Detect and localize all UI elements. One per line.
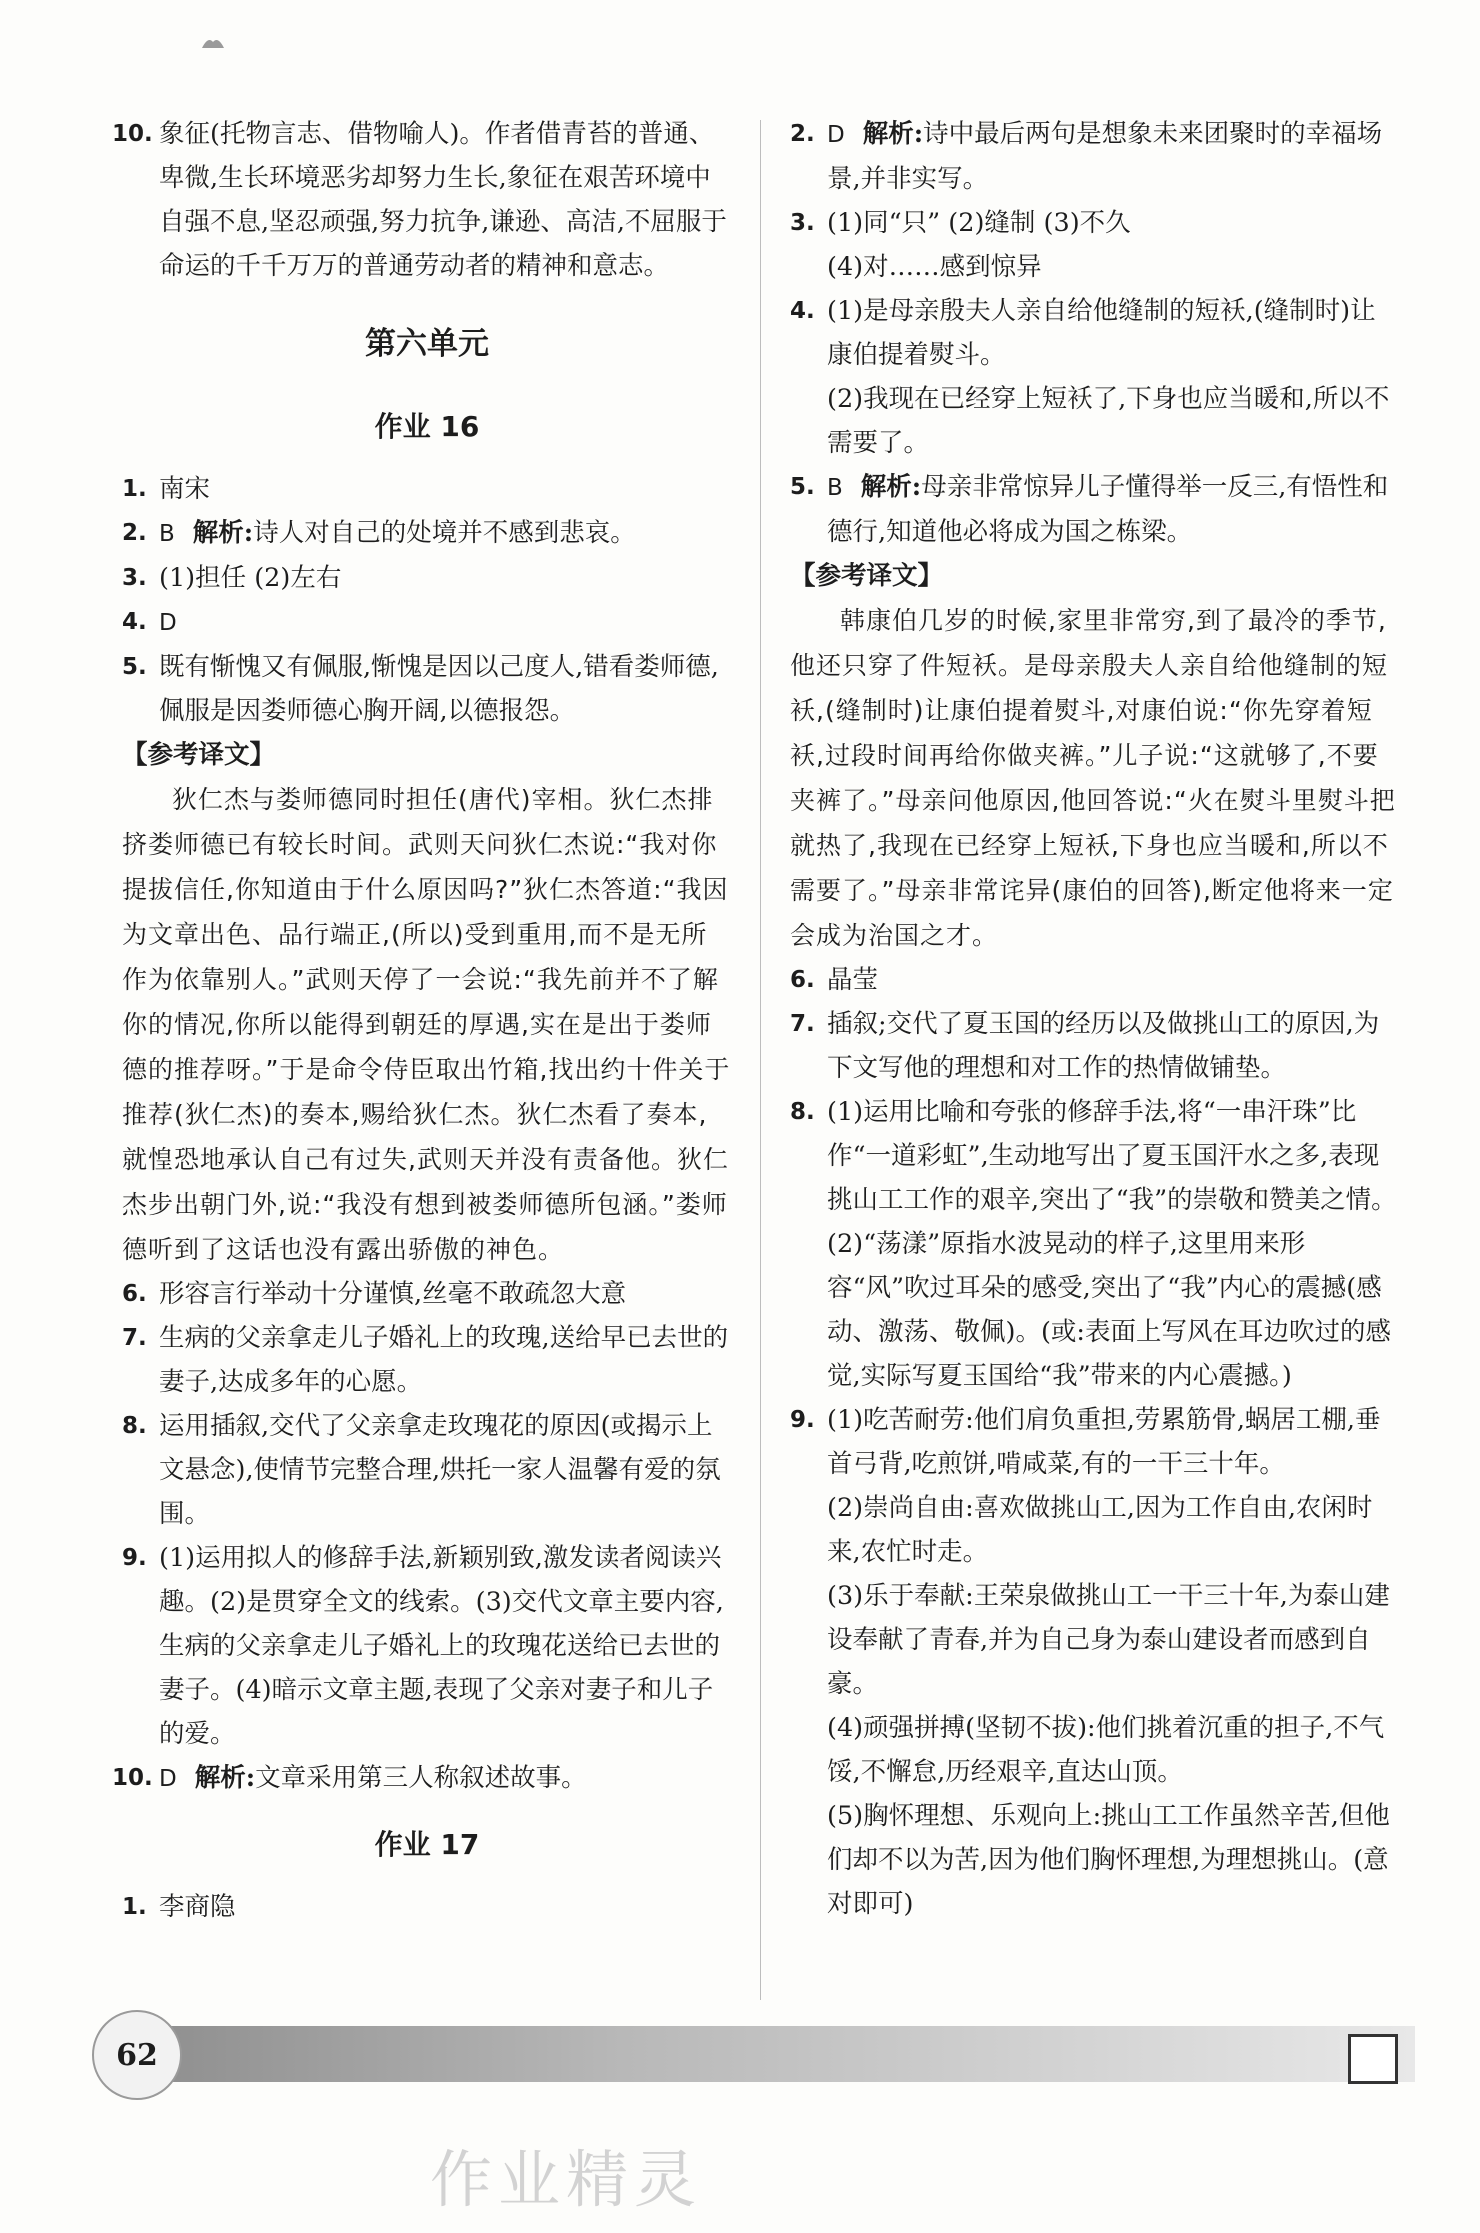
answer-item <box>112 112 732 288</box>
item-number: 8. <box>790 1099 815 1125</box>
item-number: 5. <box>122 654 147 680</box>
homework-title: 作业 17 <box>374 1828 480 1861</box>
reference-translation-title: 【参考译文】 <box>790 561 944 591</box>
item-number: 1. <box>122 476 147 502</box>
answer-item <box>790 201 1400 245</box>
item-choice: B <box>827 475 843 501</box>
item-number: 10. <box>112 121 153 147</box>
item-number: 6. <box>790 967 815 993</box>
item-text: 文章采用第三人称叙述故事。 <box>255 1763 587 1793</box>
answer-item <box>790 289 1400 377</box>
answer-item <box>122 645 732 733</box>
item-text: 插叙;交代了夏玉国的经历以及做挑山工的原因,为下文写他的理想和对工作的热情做铺垫。 <box>827 1009 1380 1083</box>
item-number: 5. <box>790 474 815 500</box>
item-number: 1. <box>122 1894 147 1920</box>
reference-translation-text: 狄仁杰与娄师德同时担任(唐代)宰相。狄仁杰排挤娄师德已有较长时间。武则天问狄仁杰说:“我对你提拔信任,你知道由于什么原因吗?”狄仁杰答道:“我因为文章出色、品行端正,(所以)受到重用,而不是无所作为依靠别人。”武则天停了一会说:“我先前并不了解你的情况,你所以能得到朝廷的厚遇,实在是出于娄师德的推荐呀。”于是命令侍臣取出竹箱,找出约十件关于推荐(狄仁杰)的奏本,赐给狄仁杰。狄仁杰看了奏本,就惶恐地承认自己有过失,武则天并没有责备他。狄仁杰步出朝门外,说:“我没有想到被娄师德所包涵。”娄师德听到了这话也没有露出骄傲的神色。 <box>122 785 731 1264</box>
answer-item <box>790 1090 1400 1222</box>
reference-translation-title: 【参考译文】 <box>122 740 276 770</box>
item-text: 南宋 <box>159 474 211 504</box>
item-number: 9. <box>790 1407 815 1433</box>
answer-item <box>122 511 732 556</box>
item-choice: D <box>827 122 845 148</box>
item-text: 诗中最后两句是想象未来团聚时的幸福场景,并非实写。 <box>827 119 1383 194</box>
analysis-label: 解析: <box>192 518 254 548</box>
homework-title: 作业 16 <box>374 410 480 443</box>
item-number: 3. <box>790 210 815 236</box>
column-divider <box>760 120 761 2000</box>
answer-subitem: (2)“荡漾”原指水波晃动的样子,这里用来形容“风”吹过耳朵的感受,突出了“我”内心的震撼(感动、激荡、敬佩)。(或:表面上写风在耳边吹过的感觉,实际写夏玉国给“我”带来的内心震撼。) <box>827 1229 1391 1391</box>
right-column <box>790 112 1400 1926</box>
item-choice: D <box>159 610 177 636</box>
item-text: 形容言行举动十分谨慎,丝毫不敢疏忽大意 <box>159 1279 627 1309</box>
item-number: 10. <box>112 1765 153 1791</box>
item-text: 既有惭愧又有佩服,惭愧是因以己度人,错看娄师德,佩服是因娄师德心胸开阔,以德报怨。 <box>159 652 719 726</box>
item-text: 晶莹 <box>827 965 879 995</box>
answer-item <box>122 1404 732 1536</box>
item-number: 4. <box>122 609 147 635</box>
item-number: 2. <box>122 520 147 546</box>
item-text: 母亲非常惊异儿子懂得举一反三,有悟性和德行,知道他必将成为国之栋梁。 <box>827 472 1389 547</box>
analysis-label: 解析: <box>194 1763 256 1793</box>
item-number: 6. <box>122 1281 147 1307</box>
item-text: 象征(托物言志、借物喻人)。作者借青苔的普通、卑微,生长环境恶劣却努力生长,象征在艰苦环境中自强不息,坚忍顽强,努力抗争,谦逊、高洁,不屈服于命运的千千万万的普通劳动者的精神和意志。 <box>159 119 727 281</box>
item-number: 7. <box>122 1325 147 1351</box>
answer-item <box>112 1756 732 1801</box>
answer-item <box>122 1536 732 1756</box>
page-number: 62 <box>92 2010 182 2100</box>
item-text: 运用插叙,交代了父亲拿走玫瑰花的原因(或揭示上文悬念),使情节完整合理,烘托一家人温馨有爱的氛围。 <box>159 1411 721 1529</box>
item-text: (1)运用拟人的修辞手法,新颖别致,激发读者阅读兴趣。(2)是贯穿全文的线索。(3)交代文章主要内容,生病的父亲拿走儿子婚礼上的玫瑰花送给已去世的妻子。(4)暗示文章主题,表现了父亲对妻子和儿子的爱。 <box>159 1543 724 1749</box>
page-corner-mark <box>200 36 226 50</box>
item-text: 生病的父亲拿走儿子婚礼上的玫瑰,送给早已去世的妻子,达成多年的心愿。 <box>159 1323 729 1397</box>
item-number: 2. <box>790 121 815 147</box>
answer-subitem: (3)乐于奉献:王荣泉做挑山工一干三十年,为泰山建设奉献了青春,并为自己身为泰山建设者而感到自豪。 <box>827 1581 1390 1699</box>
reference-translation-text: 韩康伯几岁的时候,家里非常穷,到了最冷的季节,他还只穿了件短袄。是母亲殷夫人亲自给他缝制的短袄,(缝制时)让康伯提着熨斗,对康伯说:“你先穿着短袄,过段时间再给你做夹裤。”儿子说:“这就够了,不要夹裤了。”母亲问他原因,他回答说:“火在熨斗里熨斗把就热了,我现在已经穿上短袄,下身也应当暖和,所以不需要了。”母亲非常诧异(康伯的回答),断定他将来一定会成为治国之才。 <box>790 606 1396 950</box>
item-number: 7. <box>790 1011 815 1037</box>
footer-bar <box>95 2026 1415 2082</box>
answer-item <box>122 556 732 600</box>
analysis-label: 解析: <box>860 472 922 502</box>
answer-item <box>122 600 732 645</box>
item-number: 3. <box>122 565 147 591</box>
analysis-label: 解析: <box>862 119 924 149</box>
answer-item <box>790 1398 1400 1486</box>
answer-item <box>122 1316 732 1404</box>
item-number: 8. <box>122 1413 147 1439</box>
answer-item <box>122 1885 732 1929</box>
answer-item <box>790 112 1400 201</box>
item-text: (1)同“只” (2)缝制 (3)不久 <box>827 208 1131 238</box>
answer-subitem: (4)顽强拼搏(坚韧不拔):他们挑着沉重的担子,不气馁,不懈怠,历经艰辛,直达山顶。 <box>827 1713 1385 1787</box>
answer-subitem: (2)崇尚自由:喜欢做挑山工,因为工作自由,农闲时来,农忙时走。 <box>827 1493 1373 1567</box>
answer-item <box>790 958 1400 1002</box>
answer-subitem: (2)我现在已经穿上短袄了,下身也应当暖和,所以不需要了。 <box>827 384 1390 458</box>
item-choice: D <box>159 1766 177 1792</box>
item-number: 4. <box>790 298 815 324</box>
answer-item <box>122 467 732 511</box>
answer-subitem: (4)对……感到惊异 <box>827 252 1042 282</box>
item-choice: B <box>159 521 175 547</box>
left-column <box>112 112 732 1929</box>
item-text: (1)担任 (2)左右 <box>159 563 342 593</box>
watermark: 作业精灵 <box>430 2143 703 2216</box>
item-number: 9. <box>122 1545 147 1571</box>
answer-subitem: (5)胸怀理想、乐观向上:挑山工工作虽然辛苦,但他们却不以为苦,因为他们胸怀理想,为理想挑山。(意对即可) <box>827 1801 1390 1919</box>
item-text: 诗人对自己的处境并不感到悲哀。 <box>253 518 636 548</box>
answer-item <box>790 465 1400 554</box>
answer-item <box>122 1272 732 1316</box>
unit-title: 第六单元 <box>365 326 489 362</box>
item-text: (1)吃苦耐劳:他们肩负重担,劳累筋骨,蜗居工棚,垂首弓背,吃煎饼,啃咸菜,有的一干三十年。 <box>827 1405 1381 1479</box>
answer-item <box>790 1002 1400 1090</box>
item-text: 李商隐 <box>159 1892 236 1922</box>
checkbox[interactable] <box>1348 2034 1398 2084</box>
item-text: (1)是母亲殷夫人亲自给他缝制的短袄,(缝制时)让康伯提着熨斗。 <box>827 296 1376 370</box>
item-text: (1)运用比喻和夸张的修辞手法,将“一串汗珠”比作“一道彩虹”,生动地写出了夏玉国汗水之多,表现挑山工工作的艰辛,突出了“我”的崇敬和赞美之情。 <box>827 1097 1397 1215</box>
